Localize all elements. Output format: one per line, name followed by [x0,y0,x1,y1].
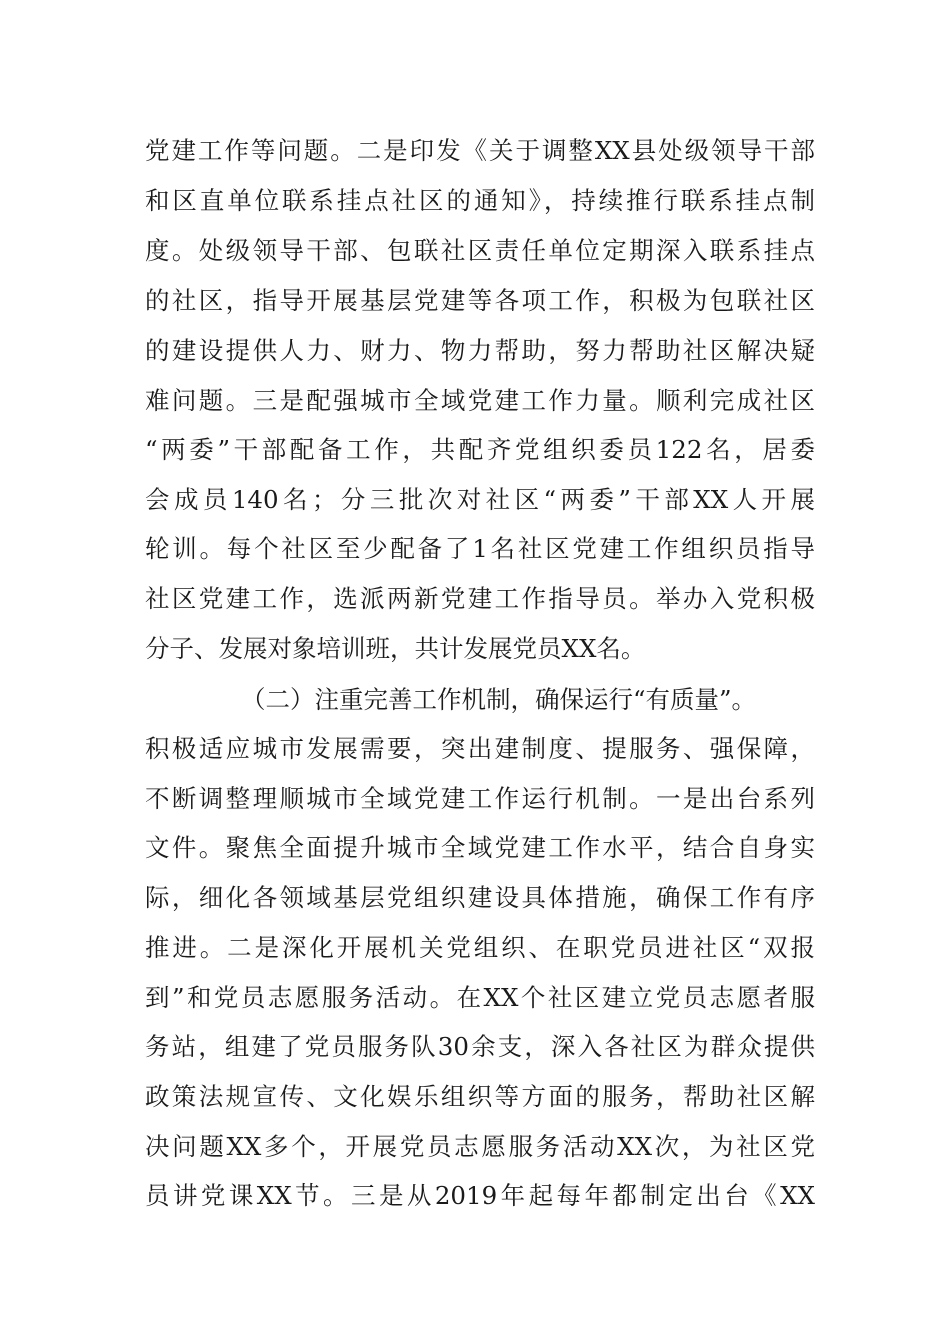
text-line: 际，细化各领域基层党组织建设具体措施，确保工作有序 [145,883,815,912]
text-line: 推进。二是深化开展机关党组织、在职党员进社区“双报 [145,933,815,962]
text-line: 到”和党员志愿服务活动。在XX个社区建立党员志愿者服 [145,983,815,1012]
text-line: 积极适应城市发展需要，突出建制度、提服务、强保障， [145,734,815,763]
text-line: 员讲党课XX节。三是从2019年起每年都制定出台《XX [145,1181,815,1210]
text-line: 文件。聚焦全面提升城市全域党建工作水平，结合自身实 [145,833,815,862]
text-line: 度。处级领导干部、包联社区责任单位定期深入联系挂点 [145,236,815,265]
text-line: 党建工作等问题。二是印发《关于调整XX县处级领导干部 [145,136,815,165]
text-line: 社区党建工作，选派两新党建工作指导员。举办入党积极 [145,584,815,613]
text-line: 决问题XX多个，开展党员志愿服务活动XX次，为社区党 [145,1132,815,1161]
text-line: 的建设提供人力、财力、物力帮助，努力帮助社区解决疑 [145,336,815,365]
text-line: 的社区，指导开展基层党建等各项工作，积极为包联社区 [145,286,815,315]
text-line: 会成员140名；分三批次对社区“两委”干部XX人开展 [145,485,815,514]
text-line: 难问题。三是配强城市全域党建工作力量。顺利完成社区 [145,386,815,415]
text-line: “两委”干部配备工作，共配齐党组织委员122名，居委 [145,435,815,464]
text-line: 轮训。每个社区至少配备了1名社区党建工作组织员指导 [145,534,815,563]
text-line: 务站，组建了党员服务队30余支，深入各社区为群众提供 [145,1032,815,1061]
text-line: 分子、发展对象培训班，共计发展党员XX名。 [145,634,646,663]
text-line: 政策法规宣传、文化娱乐组织等方面的服务，帮助社区解 [145,1082,815,1111]
text-line: 不断调整理顺城市全域党建工作运行机制。一是出台系列 [145,784,815,813]
section-heading: （二）注重完善工作机制，确保运行“有质量”。 [241,685,757,714]
text-line: 和区直单位联系挂点社区的通知》，持续推行联系挂点制 [145,186,815,215]
